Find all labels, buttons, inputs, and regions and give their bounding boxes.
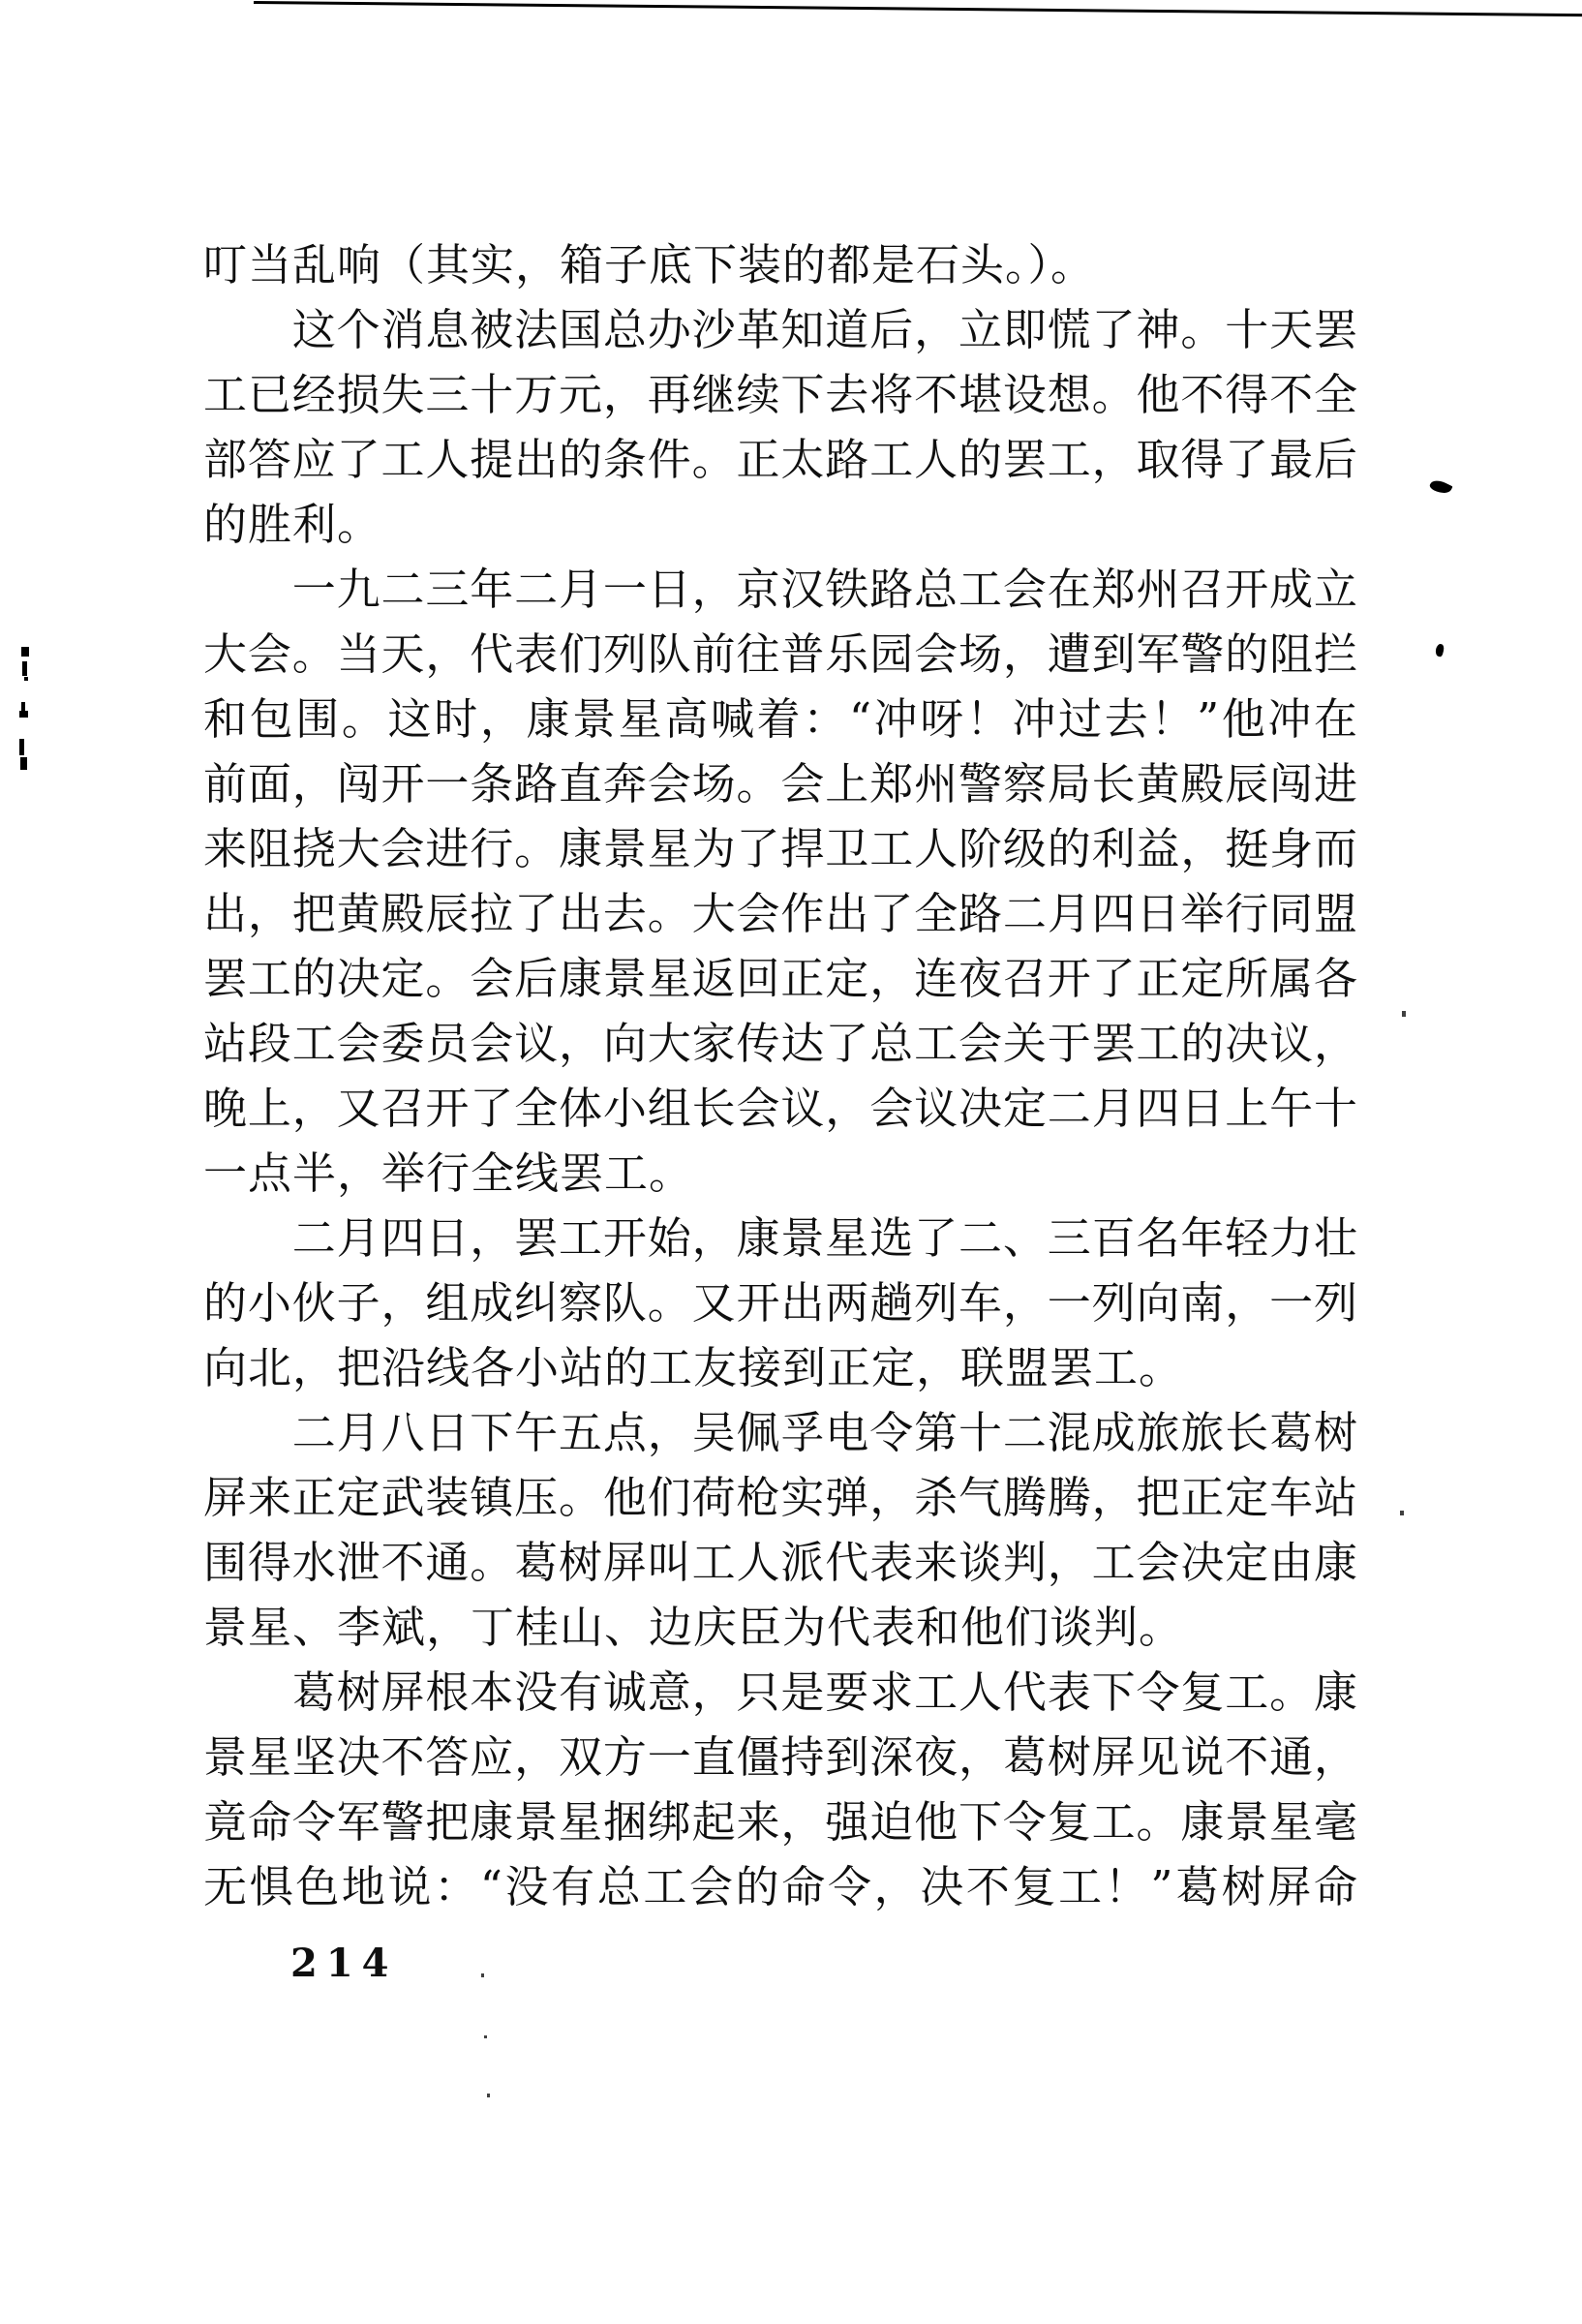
scan-artifact-top-edge-line [254, 1, 1582, 16]
text-line: 景星、李斌，丁桂山、边庆臣为代表和他们谈判。 [203, 1602, 1184, 1653]
text-line: 一点半，举行全线罢工。 [203, 1147, 694, 1199]
scan-artifact-ink-blot [1428, 477, 1452, 497]
text-line: 无惧色地说：“没有总工会的命令，决不复工！”葛树屏命 [203, 1861, 1357, 1912]
text-line: 竟命令军警把康景星捆绑起来，强迫他下令复工。康景星毫 [203, 1796, 1357, 1848]
text-line: 二月四日，罢工开始，康景星选了二、三百名年轻力壮 [203, 1212, 1357, 1264]
scan-artifact-speck [21, 647, 29, 657]
scan-artifact-speck [487, 2094, 490, 2097]
text-line: 向北，把沿线各小站的工友接到正定，联盟罢工。 [203, 1342, 1184, 1393]
scan-artifact-ink-tick [1435, 643, 1445, 657]
scan-artifact-speck [481, 1973, 484, 1977]
text-line: 大会。当天，代表们列队前往普乐园会场，遭到军警的阻拦 [203, 628, 1357, 680]
text-line: 和包围。这时，康景星高喊着：“冲呀！冲过去！”他冲在 [203, 693, 1357, 745]
text-line: 来阻挠大会进行。康景星为了捍卫工人阶级的利益，挺身而 [203, 823, 1357, 874]
text-line: 部答应了工人提出的条件。正太路工人的罢工，取得了最后 [203, 434, 1357, 485]
text-line: 的胜利。 [203, 499, 382, 550]
text-block [203, 232, 1357, 1919]
scan-artifact-speck [1402, 1011, 1406, 1017]
page-number: 214 [290, 1941, 398, 1986]
text-line: 叮当乱响（其实，箱子底下装的都是石头。）。 [203, 239, 1096, 290]
text-line: 站段工会委员会议，向大家传达了总工会关于罢工的决议， [203, 1018, 1357, 1069]
scan-artifact-speck [20, 757, 27, 770]
text-line: 一九二三年二月一日，京汉铁路总工会在郑州召开成立 [203, 564, 1357, 615]
text-line: 前面，闯开一条路直奔会场。会上郑州警察局长黄殿辰闯进 [203, 758, 1357, 810]
text-line: 景星坚决不答应，双方一直僵持到深夜，葛树屏见说不通， [203, 1731, 1357, 1783]
text-line: 的小伙子，组成纠察队。又开出两趟列车，一列向南，一列 [203, 1277, 1357, 1329]
text-line: 出，把黄殿辰拉了出去。大会作出了全路二月四日举行同盟 [203, 888, 1357, 939]
text-line: 屏来正定武装镇压。他们荷枪实弹，杀气腾腾，把正定车站 [203, 1472, 1357, 1523]
scan-artifact-speck [19, 711, 28, 718]
scan-artifact-speck [22, 661, 27, 676]
text-line: 工已经损失三十万元，再继续下去将不堪设想。他不得不全 [203, 369, 1357, 420]
text-line: 罢工的决定。会后康景星返回正定，连夜召开了正定所属各 [203, 953, 1357, 1004]
text-line: 这个消息被法国总办沙革知道后，立即慌了神。十天罢 [203, 304, 1357, 355]
scan-artifact-speck [484, 2035, 487, 2038]
text-line: 晚上，又召开了全体小组长会议，会议决定二月四日上午十 [203, 1083, 1357, 1134]
text-line: 围得水泄不通。葛树屏叫工人派代表来谈判，工会决定由康 [203, 1537, 1357, 1588]
scan-artifact-speck [24, 677, 28, 681]
text-line: 葛树屏根本没有诚意，只是要求工人代表下令复工。康 [203, 1667, 1357, 1718]
text-line: 二月八日下午五点，吴佩孚电令第十二混成旅旅长葛树 [203, 1407, 1357, 1458]
scan-artifact-speck [1400, 1511, 1404, 1515]
scan-artifact-speck [19, 739, 24, 755]
